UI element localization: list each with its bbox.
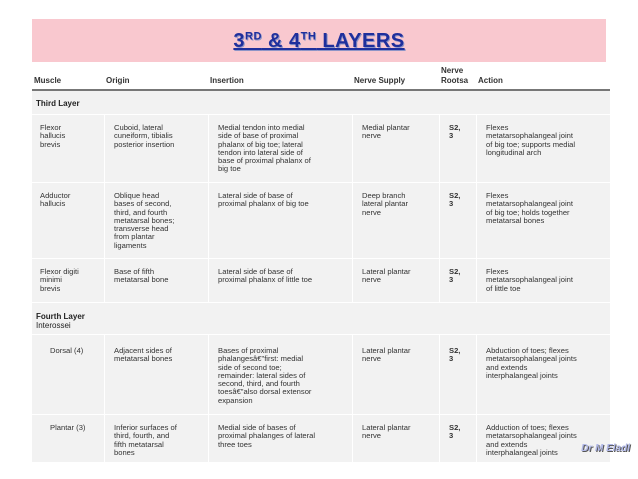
cell-origin: Oblique head bases of second, third, and fourth metatarsal bones; transverse head from plantar ligaments (114, 191, 175, 250)
cell-muscle: Plantar (3) (50, 423, 86, 432)
col-divider (439, 114, 440, 302)
cell-roots: S2, 3 (449, 123, 461, 141)
row-divider (32, 182, 610, 183)
col-divider (208, 114, 209, 302)
header-insertion: Insertion (210, 76, 244, 85)
cell-action: Abduction of toes; flexes metatarsophalangeal joints and extends interphalangeal joints (486, 346, 577, 380)
muscle-table (32, 62, 610, 462)
author-signature: Dr M Eladl (581, 443, 630, 454)
col-divider (476, 334, 477, 462)
cell-nerve: Deep branch lateral plantar nerve (362, 191, 409, 217)
row-divider (32, 114, 610, 115)
cell-origin: Base of fifth metatarsal bone (114, 267, 169, 285)
col-divider (104, 334, 105, 462)
header-nerve-supply: Nerve Supply (354, 76, 406, 85)
cell-roots: S2, 3 (449, 346, 461, 364)
cell-muscle: Adductor hallucis (40, 191, 71, 209)
cell-roots: S2, 3 (449, 267, 461, 285)
cell-origin: Cuboid, lateral cuneiform, tibialis posterior insertion (114, 123, 175, 149)
cell-roots: S2, 3 (449, 191, 461, 209)
cell-origin: Adjacent sides of metatarsal bones (114, 346, 173, 364)
slide-title: 3RD & 4TH LAYERS (233, 30, 405, 52)
cell-insertion: Bases of proximal phalangesâ€"first: medial side of second toe; remainder: lateral sides of second, third, and fourth toesâ€"also dorsal extensor expansion (218, 346, 312, 405)
cell-muscle: Flexor hallucis brevis (40, 123, 66, 149)
col-divider (104, 114, 105, 302)
section-fourth-layer: Fourth Layer (36, 312, 85, 321)
cell-insertion: Lateral side of base of proximal phalanx of little toe (218, 267, 313, 285)
cell-action: Flexes metatarsophalangeal joint of little toe (486, 267, 573, 293)
cell-nerve: Lateral plantar nerve (362, 267, 411, 285)
cell-muscle: Dorsal (4) (50, 346, 84, 355)
cell-insertion: Medial tendon into medial side of base of proximal phalanx of big toe; lateral tendon into lateral side of base of proximal phalanx of big toe (218, 123, 311, 174)
cell-action: Flexes metatarsophalangeal joint of big toe; holds together metatarsal bones (486, 191, 573, 225)
cell-insertion: Medial side of bases of proximal phalanges of lateral three toes (218, 423, 316, 449)
col-divider (352, 334, 353, 462)
cell-nerve: Lateral plantar nerve (362, 423, 411, 441)
title-band (32, 19, 606, 62)
cell-action: Flexes metatarsophalangeal joint of big toe; supports medial longitudinal arch (486, 123, 576, 157)
row-divider (32, 414, 610, 415)
header-muscle: Muscle (34, 76, 62, 85)
cell-roots: S2, 3 (449, 423, 461, 441)
col-divider (476, 114, 477, 302)
col-divider (208, 334, 209, 462)
row-divider (32, 334, 610, 335)
cell-origin: Inferior surfaces of third, fourth, and fifth metatarsal bones (114, 423, 177, 457)
row-divider (32, 258, 610, 259)
section-third-layer: Third Layer (36, 99, 80, 108)
header-nerve-roots-top: Nerve (441, 66, 464, 75)
cell-action: Adduction of toes; flexes metatarsophalangeal joints and extends interphalangeal joints (486, 423, 577, 457)
col-divider (352, 114, 353, 302)
col-divider (439, 334, 440, 462)
row-divider (32, 302, 610, 303)
cell-nerve: Lateral plantar nerve (362, 346, 411, 364)
header-nerve-roots-bottom: Rootsa (441, 76, 469, 85)
header-origin: Origin (106, 76, 130, 85)
section-interossei: Interossei (36, 321, 71, 330)
table-header (32, 62, 610, 91)
cell-insertion: Lateral side of base of proximal phalanx of big toe (218, 191, 309, 209)
cell-nerve: Medial plantar nerve (362, 123, 410, 141)
header-action: Action (478, 76, 503, 85)
cell-muscle: Flexor digiti minimi brevis (40, 267, 79, 293)
